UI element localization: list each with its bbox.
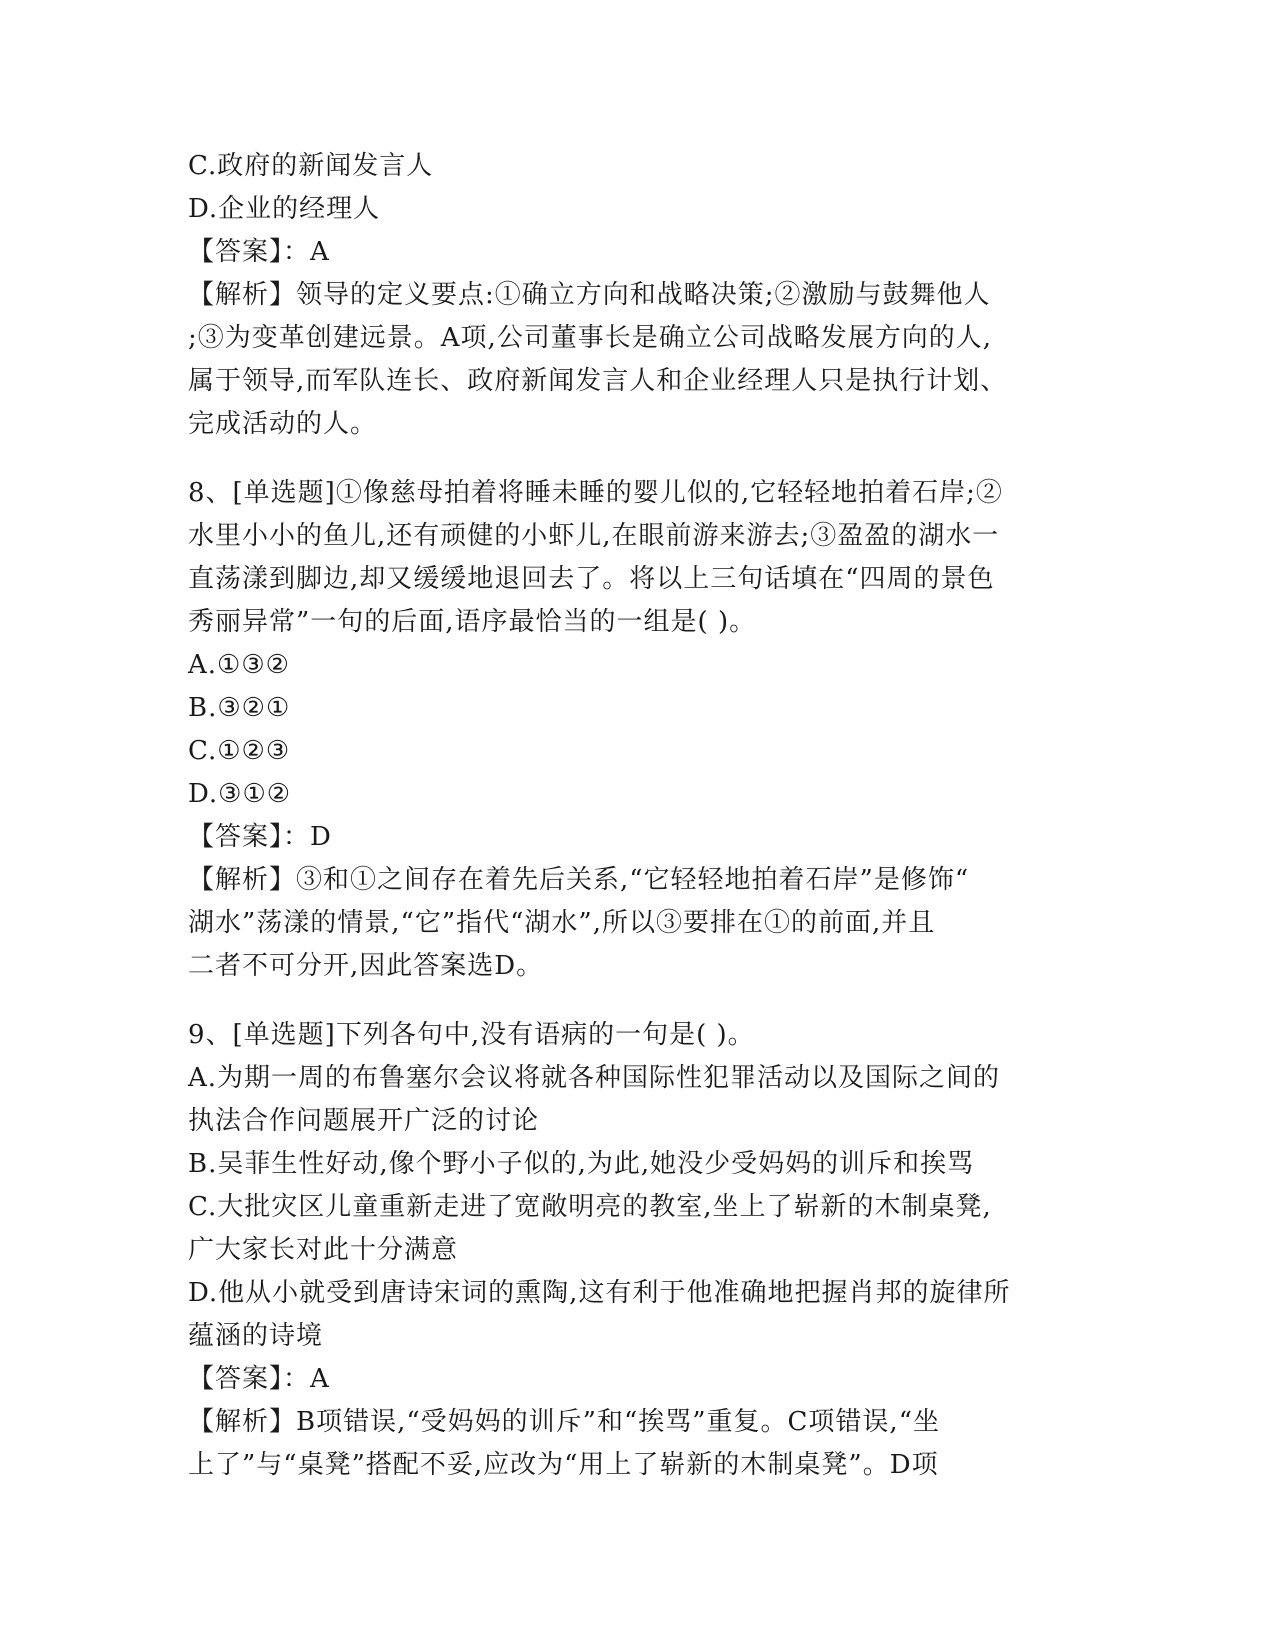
document-page	[188, 145, 1088, 1487]
q7-option-c: C.政府的新闻发言人	[188, 151, 434, 181]
spacer	[188, 446, 1088, 472]
q7-analysis-line: 完成活动的人。	[188, 409, 378, 439]
q7-analysis-line: 属于领导,而军队连长、政府新闻发言人和企业经理人只是执行计划、	[188, 366, 1008, 396]
q9-option-line: D.他从小就受到唐诗宋词的熏陶,这有利于他准确地把握肖邦的旋律所	[188, 1278, 1011, 1308]
q8-option-a: A.①③②	[188, 650, 290, 680]
q8-stem-line: 水里小小的鱼儿,还有顽健的小虾儿,在眼前游来游去;③盈盈的湖水一	[188, 521, 1000, 551]
q8-option-d: D.③①②	[188, 779, 292, 809]
q9-option-line: A.为期一周的布鲁塞尔会议将就各种国际性犯罪活动以及国际之间的	[188, 1063, 1001, 1093]
q8-answer: 【答案】：D	[188, 822, 332, 852]
q9-option-line: 广大家长对此十分满意	[188, 1235, 459, 1265]
q9-option-line: B.吴菲生性好动,像个野小子似的,为此,她没少受妈妈的训斥和挨骂	[188, 1149, 975, 1179]
q7-answer: 【答案】：A	[188, 237, 330, 267]
spacer	[188, 988, 1088, 1014]
q9-option-line: C.大批灾区儿童重新走进了宽敞明亮的教室,坐上了崭新的木制桌凳,	[188, 1192, 992, 1222]
q8-option-b: B.③②①	[188, 693, 291, 723]
q7-analysis-line: 【解析】领导的定义要点:①确立方向和战略决策;②激励与鼓舞他人	[188, 280, 991, 310]
q7-analysis-line: ;③为变革创建远景。A项,公司董事长是确立公司战略发展方向的人,	[188, 323, 993, 353]
q8-option-c: C.①②③	[188, 736, 291, 766]
q8-analysis-line: 湖水”荡漾的情景,“它”指代“湖水”,所以③要排在①的前面,并且	[188, 908, 936, 938]
q9-answer: 【答案】：A	[188, 1364, 330, 1394]
q8-stem-line: 秀丽异常”一句的后面,语序最恰当的一组是( )。	[188, 607, 757, 637]
q8-analysis-line: 【解析】③和①之间存在着先后关系,“它轻轻地拍着石岸”是修饰“	[188, 865, 970, 895]
q8-stem-line: 直荡漾到脚边,却又缓缓地退回去了。将以上三句话填在“四周的景色	[188, 564, 995, 594]
q9-analysis-line: 【解析】B项错误,“受妈妈的训斥”和“挨骂”重复。C项错误,“坐	[188, 1407, 940, 1437]
q8-stem-line: 8、[单选题]①像慈母拍着将睡未睡的婴儿似的,它轻轻地拍着石岸;②	[188, 478, 1003, 508]
q9-analysis-line: 上了”与“桌凳”搭配不妥,应改为“用上了崭新的木制桌凳”。D项	[188, 1450, 939, 1480]
q9-option-line: 执法合作问题展开广泛的讨论	[188, 1106, 540, 1136]
q9-option-line: 蕴涵的诗境	[188, 1321, 324, 1351]
q7-option-d: D.企业的经理人	[188, 194, 381, 224]
q8-analysis-line: 二者不可分开,因此答案选D。	[188, 951, 544, 981]
q9-stem-line: 9、[单选题]下列各句中,没有语病的一句是( )。	[188, 1020, 755, 1050]
